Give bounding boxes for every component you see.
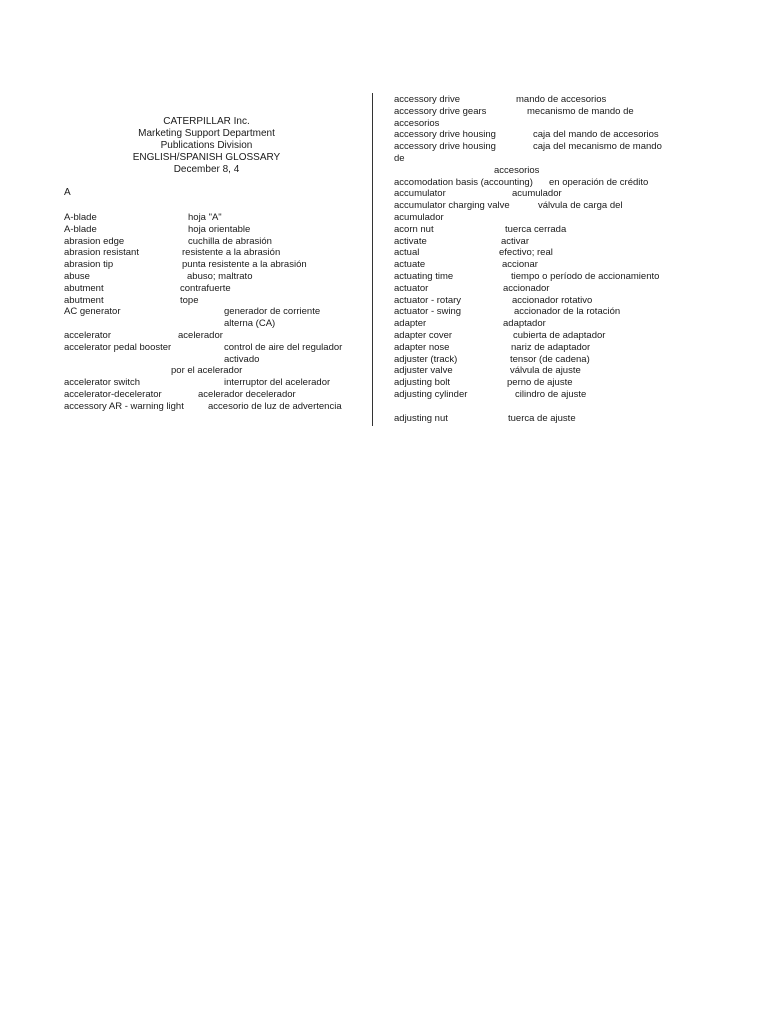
english-term: adjuster valve xyxy=(394,365,453,377)
english-term: accesorios xyxy=(394,117,440,129)
spanish-term: efectivo; real xyxy=(499,247,553,259)
document-date: December 8, 4 xyxy=(173,164,240,175)
english-term: de xyxy=(394,152,405,164)
glossary-entry xyxy=(64,389,364,401)
left-column xyxy=(64,212,364,413)
glossary-entry xyxy=(394,247,694,259)
glossary-entry xyxy=(64,259,364,271)
english-term: adjusting nut xyxy=(394,412,448,424)
english-term: accumulator charging valve xyxy=(394,200,510,212)
spanish-term: contrafuerte xyxy=(180,282,231,294)
spanish-term: cubierta de adaptador xyxy=(513,329,606,341)
english-term: adjusting cylinder xyxy=(394,388,468,400)
spanish-term: acelerador decelerador xyxy=(198,388,296,400)
glossary-entry xyxy=(64,247,364,259)
english-term: accessory drive gears xyxy=(394,105,487,117)
spanish-term: válvula de ajuste xyxy=(510,365,581,377)
spanish-term: interruptor del acelerador xyxy=(224,377,331,389)
english-term: A-blade xyxy=(64,212,97,223)
english-term: adjusting bolt xyxy=(394,377,450,389)
glossary-entry xyxy=(394,118,694,130)
column-divider xyxy=(372,93,373,426)
spanish-term: acumulador xyxy=(512,188,562,200)
english-term: accomodation basis (accounting) xyxy=(394,176,533,188)
spanish-term: accionador de la rotación xyxy=(514,306,621,318)
spanish-term: tope xyxy=(180,294,199,306)
english-term: adapter nose xyxy=(394,341,450,353)
document-header xyxy=(64,116,349,176)
english-term: actuator xyxy=(394,282,429,294)
entry-spacer xyxy=(394,401,694,413)
glossary-entry xyxy=(394,259,694,271)
spanish-term: perno de ajuste xyxy=(507,377,573,389)
right-column xyxy=(394,94,694,425)
glossary-entry xyxy=(394,295,694,307)
spanish-term: hoja orientable xyxy=(188,223,251,235)
english-term: abrasion tip xyxy=(64,259,114,271)
spanish-term: tensor (de cadena) xyxy=(510,353,590,365)
glossary-entry xyxy=(394,342,694,354)
glossary-entry xyxy=(64,401,364,413)
spanish-term: activar xyxy=(501,235,529,247)
spanish-term: nariz de adaptador xyxy=(511,341,591,353)
spanish-term: alterna (CA) xyxy=(224,318,276,330)
glossary-entry xyxy=(394,306,694,318)
glossary-entry xyxy=(394,141,694,153)
spanish-term: generador de corriente xyxy=(224,306,321,318)
glossary-entry xyxy=(64,377,364,389)
english-term: actual xyxy=(394,247,420,259)
glossary-entry xyxy=(394,165,694,177)
spanish-term: caja del mecanismo de mando xyxy=(533,141,662,153)
glossary-entry xyxy=(394,271,694,283)
spanish-term: activado xyxy=(224,353,260,365)
glossary-entry xyxy=(64,212,364,224)
spanish-term: cuchilla de abrasión xyxy=(188,235,272,247)
english-term: accessory drive housing xyxy=(394,129,496,141)
spanish-term: tiempo o período de accionamiento xyxy=(511,270,660,282)
english-term: accessory AR - warning light xyxy=(64,400,184,412)
english-term: accelerator-decelerator xyxy=(64,388,162,400)
spanish-term: hoja "A" xyxy=(188,212,222,223)
glossary-entry xyxy=(394,106,694,118)
division-name: Publications Division xyxy=(160,140,253,151)
spanish-term: tuerca de ajuste xyxy=(508,412,576,424)
english-term: adapter cover xyxy=(394,329,453,341)
glossary-entry xyxy=(64,354,364,366)
glossary-entry xyxy=(64,330,364,342)
glossary-entry xyxy=(394,177,694,189)
spanish-term: punta resistente a la abrasión xyxy=(182,259,307,271)
glossary-entry xyxy=(394,283,694,295)
glossary-title: ENGLISH/SPANISH GLOSSARY xyxy=(132,152,281,163)
spanish-term: accionador xyxy=(503,282,550,294)
spanish-term: tuerca cerrada xyxy=(505,223,567,235)
glossary-entry xyxy=(64,342,364,354)
spanish-term: control de aire del regulador xyxy=(224,341,343,353)
english-term: accelerator pedal booster xyxy=(64,341,172,353)
spanish-term: por el acelerador xyxy=(171,365,243,377)
spanish-term: mando de accesorios xyxy=(516,94,607,105)
glossary-entry xyxy=(394,389,694,401)
english-term: actuate xyxy=(394,259,426,271)
english-term: accelerator switch xyxy=(64,377,141,389)
company-name: CATERPILLAR Inc. xyxy=(163,116,250,127)
spanish-term: accionador rotativo xyxy=(512,294,593,306)
english-term: accessory drive housing xyxy=(394,141,496,153)
spanish-term: mecanismo de mando de xyxy=(527,105,634,117)
spanish-term: resistente a la abrasión xyxy=(182,247,281,259)
english-term: abutment xyxy=(64,282,104,294)
glossary-entry xyxy=(64,271,364,283)
spanish-term: cilindro de ajuste xyxy=(515,388,587,400)
english-term: accelerator xyxy=(64,329,111,341)
english-term: actuating time xyxy=(394,270,454,282)
english-term: A-blade xyxy=(64,223,97,235)
english-term: acorn nut xyxy=(394,223,434,235)
spanish-term: abuso; maltrato xyxy=(187,270,253,282)
glossary-entry xyxy=(394,224,694,236)
glossary-entry xyxy=(394,413,694,425)
glossary-entry xyxy=(64,224,364,236)
glossary-entry xyxy=(394,94,694,106)
english-term: activate xyxy=(394,235,427,247)
spanish-term: en operación de crédito xyxy=(549,176,649,188)
glossary-entry xyxy=(394,318,694,330)
glossary-entry xyxy=(394,377,694,389)
english-term: AC generator xyxy=(64,306,121,318)
glossary-entry xyxy=(64,283,364,295)
glossary-entry xyxy=(394,212,694,224)
glossary-entry xyxy=(394,330,694,342)
spanish-term: accionar xyxy=(502,259,538,271)
spanish-term: accesorio de luz de advertencia xyxy=(208,400,342,412)
glossary-entry xyxy=(64,306,364,318)
glossary-entry xyxy=(394,236,694,248)
glossary-entry xyxy=(64,236,364,248)
english-term: abutment xyxy=(64,294,104,306)
glossary-entry xyxy=(64,318,364,330)
glossary-entry xyxy=(394,188,694,200)
glossary-entry xyxy=(394,153,694,165)
glossary-entry xyxy=(394,200,694,212)
english-term: adjuster (track) xyxy=(394,353,458,365)
spanish-term: accesorios xyxy=(494,164,540,176)
spanish-term: caja del mando de accesorios xyxy=(533,129,659,141)
english-term: actuator - rotary xyxy=(394,294,462,306)
glossary-entry xyxy=(394,354,694,366)
spanish-term: válvula de carga del xyxy=(538,200,623,212)
spanish-term: acelerador xyxy=(178,329,223,341)
english-term: abrasion resistant xyxy=(64,247,139,259)
glossary-entry xyxy=(64,295,364,307)
english-term: accessory drive xyxy=(394,94,460,105)
english-term: adapter xyxy=(394,318,427,330)
glossary-entry xyxy=(394,129,694,141)
english-term: accumulator xyxy=(394,188,446,200)
section-letter: A xyxy=(64,187,71,198)
glossary-entry xyxy=(394,365,694,377)
english-term: abrasion edge xyxy=(64,235,125,247)
english-term: acumulador xyxy=(394,211,444,223)
glossary-entry xyxy=(64,365,364,377)
department-name: Marketing Support Department xyxy=(138,128,275,139)
spanish-term: adaptador xyxy=(503,318,546,330)
english-term: actuator - swing xyxy=(394,306,462,318)
english-term: abuse xyxy=(64,270,90,282)
